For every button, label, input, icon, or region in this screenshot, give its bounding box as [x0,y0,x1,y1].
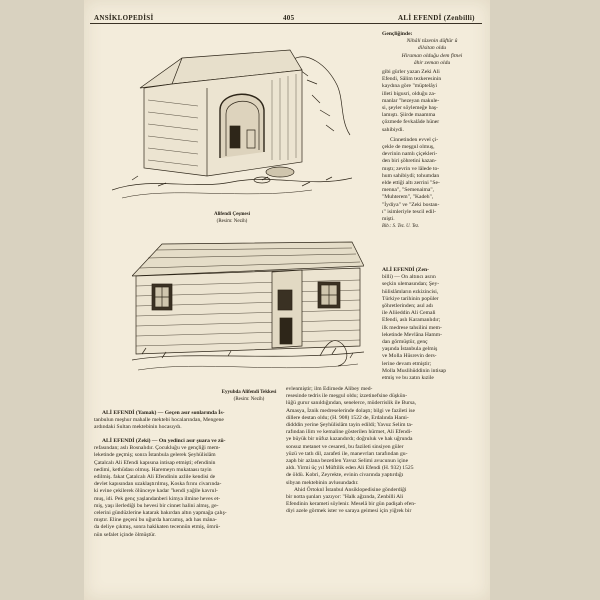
figure-caption-top: Alifendi Çeşmesi [214,212,250,217]
running-header-left: ANSİKLOPEDİSİ [94,14,154,22]
right-column-zeki-cont: Gençliğinde: Nihâli tâzenin düftür û dilsitan oldu Hiraman olduğu dem fitnei âhir zeman oldu gibi gürler yazan Zeki Ali Efendi, Sâlim tezkeresinin kaydına göre "müptelâyi illeti bigusri, olduğu za- manlar "hezeyan makule- si, şeyler söylemeğe baş- lamıştı. Şiirde maamma çözmede fevkalâde hüner sahibiydi. Cinnetinden evvel çi- çekle de meşgul olmuş, devrinin namlı çiçekleri- den biri şöhretini kazan- mıştı; zevrin ve lâlede to- hum sahibiydi; tohumdan elde ettiği altı zerrini "Se- menna", "Semenaima", "Muhterem", "Kadeh", "İydiya" ve "Zeki bostan- ı" isimleriyle tescil edil- mişti. Bib.: S. Tez. U. Tez. [382,31,463,230]
right-column-zenbilli-wide: evlenmiştir; ilm Edirnede Alibey med- resesinde tedris ile meşgul oldu; izzetinefsine düşkün- lüğü gurur sanıldığından, senelerce, müderrislik ile Bursa, Amasya, İznik medreselerinde dolaştı; bilgi ve fazileti ise dillere destan oldu; (H. 908) 1522 de, Erdalında Hami- didddin yerine Şeyhülislâm tayin edildi; Yavuz Selim ta- rafından ilim ve kemaline gösterilen hürmet, Ali Efendi- ye büyük bir nüfuz kazandırdı; doğruluk ve hak uğrunda sonsuz metanet ve cesareti, bu fazileti sinsiyen güler yüzü ve tatlı dil, zarafeti ile, manevrları tarafından gu- zaph bir azlana bezetilen Yavuz Selimi avucunun içine aldı. Yirmi üç yıl Müftilik eden Ali Efendi (H. 932) 1525 de öldü. Kobri, Zeyrekte, evinin civarında yaptırdığı sibyan mektebinin avlusundadır. Ahid Örtoknl İstanbul Ansiklopedisine gönderdiği bir notta şunları yazıyor: "Halk ağzında, Zenbilli Ali Efendinin kerameti söylenir. Meselâ bir gün padişah efen- diyi azele görmek ister ve saraya geimesi için yiğrek bir [286,386,417,515]
running-header-right: ALİ EFENDİ (Zenbilli) [398,14,475,22]
figure-credit-top: (Resim: Nezih) [216,218,248,224]
page-number: 405 [283,14,295,22]
header-rule [90,23,482,24]
left-column-zeki: ALİ EFENDİ (Zeki) — On yedinci asır şuara ve zü- refasından; aslı Bosnalıdır. Çocukluğu ve gençliği mem- leketinde geçmiş; sonra İstanbula gelerek Şeyhülislâm Çatalcalı Ali Efendi kapısına intisap etmişti; efendinin nedimi, kethüdası olmuş. Haremeyn mukataası tayin edilmiş. fakat Çatalcalı Ali Efendinin azlile kendisi de devlet kapısından uzaklaştırılmış, Koska fırını civarında- ki evine çekilerek ölünceye kadar "kendi yağile kavrul- muş, idi. Pek genç yaşlandanberi kimya ilmine heves et- miş, yaşı ilerlediği bu hevesi bir cinnet halini almış, ge- celerini gündüzlerine katarak bakırdan altın yapmağa çalış- mıştır. Eline geçeni bu uğurda harcamış, adı has mâna- da deliye çıkmış, sonra hakikaten tecennün etmiş, ömrü- nün sefalet içinde ölmüştür. [94,438,227,538]
figure-caption-bottom: Eyyubda Alifendi Tekkesi [221,390,277,395]
fountain-illustration [112,40,352,210]
right-column-zenbilli: ALİ EFENDİ (Zen- billi) — On altıncı asrın seçkin ulemasından; Şey- hülislâmların ezkizincisi, Türkiye tarihinin popüler şöhretlerinden; asıl adı ile Aliieddin Ali Cemali Efendi, aslı Karamanlıdır; ilk medrese tahsilini mem- leketinde Mevlâna Hamm- dan görmüştür, genç yaşında İstanbula gelmiş ve Molla Hüsrevin ders- lerine devam etmiştir; Molla Muslihüddinin intisap etmiş ve bu zatın kızile [382,267,447,382]
tekke-illustration [132,236,364,384]
figure-credit-bottom: (Resim: Nezih) [233,396,265,402]
left-column-yamak: ALİ EFENDİ (Yamak) — Geçen asır sonlarında İs- tanbulun meşhur mahalle mektebi hocalarından, Mengene ardındaki Sultan mektebinin hocasıydı. [94,410,225,431]
